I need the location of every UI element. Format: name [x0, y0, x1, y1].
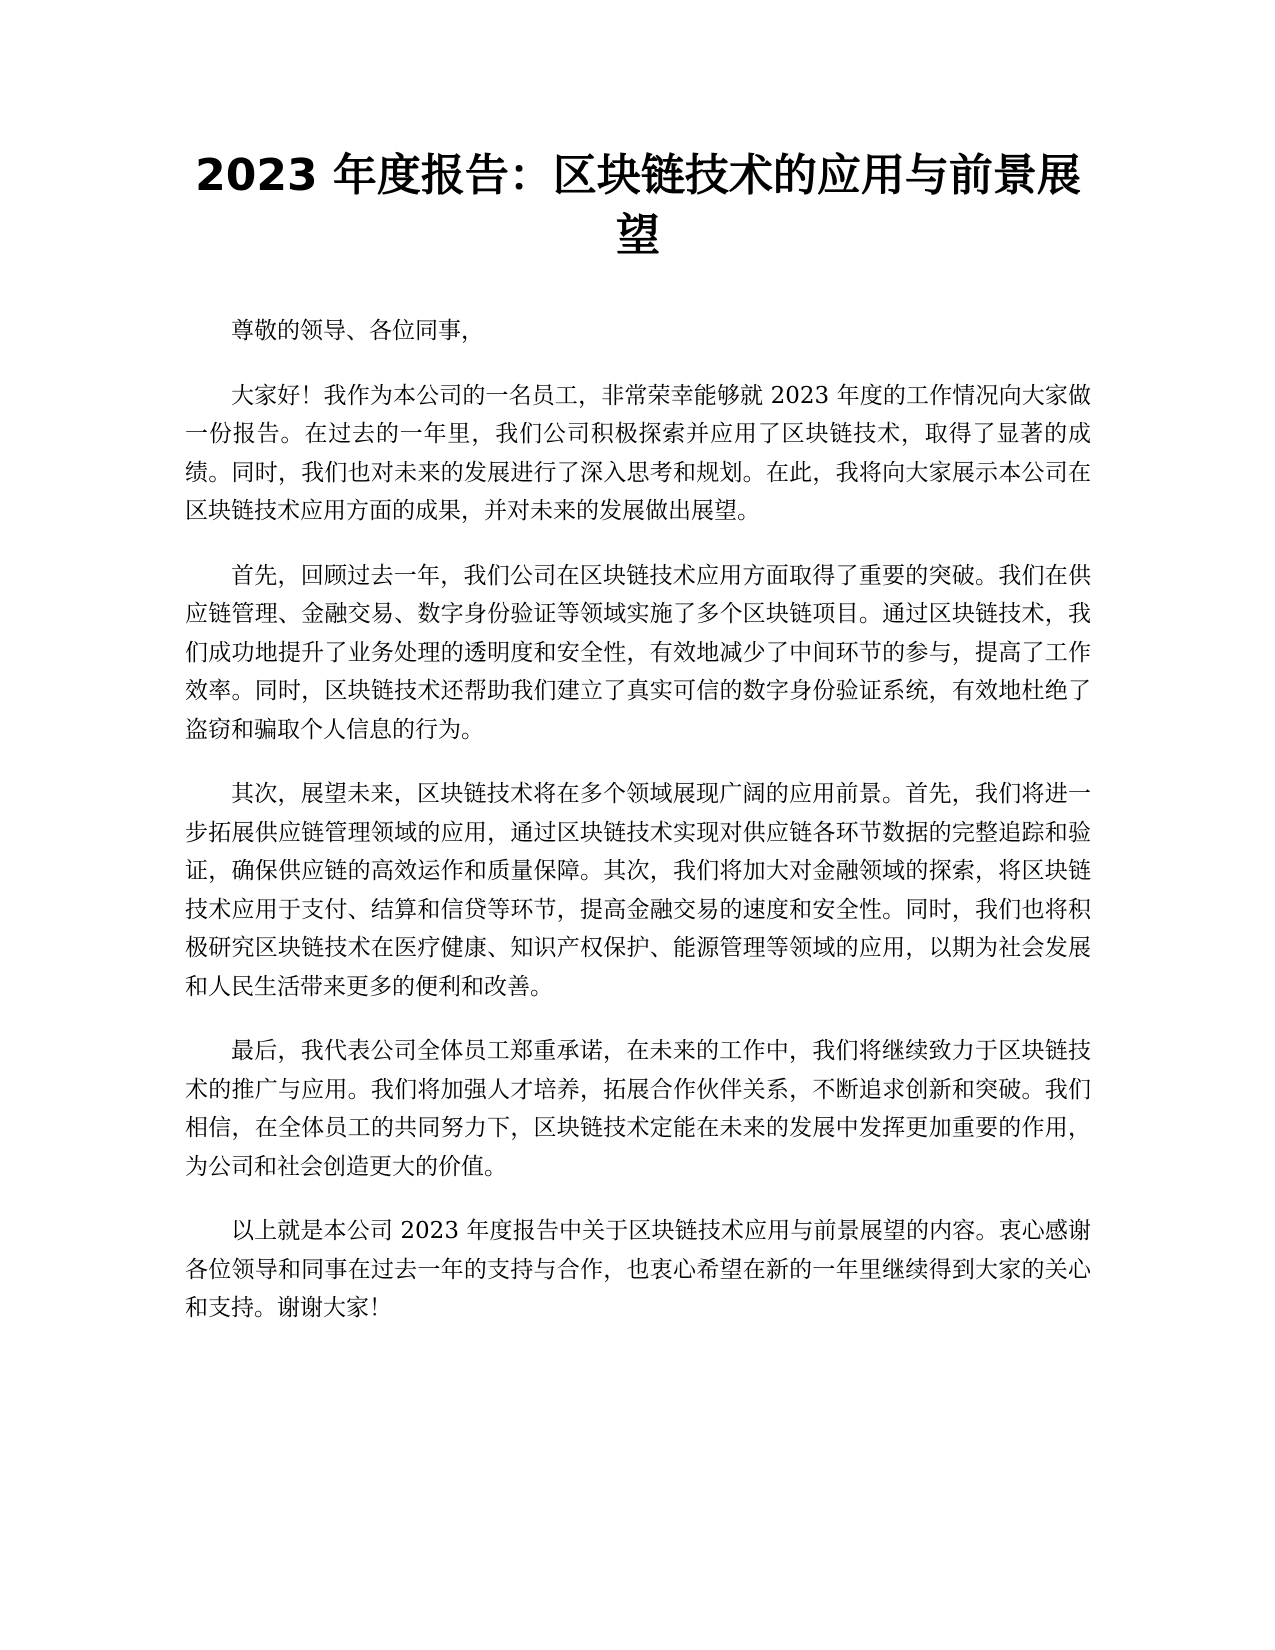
document-title: 2023 年度报告：区块链技术的应用与前景展望 [195, 150, 1081, 261]
intro-paragraph: 大家好！我作为本公司的一名员工，非常荣幸能够就 2023 年度的工作情况向大家做一份报告。在过去的一年里，我们公司积极探索并应用了区块链技术，取得了显著的成绩。同时，我们也对未来的发展进行了深入思考和规划。在此，我将向大家展示本公司在区块链技术应用方面的成果，并对未来的发展做出展望。 [185, 382, 1091, 524]
review-paragraph: 首先，回顾过去一年，我们公司在区块链技术应用方面取得了重要的突破。我们在供应链管理、金融交易、数字身份验证等领域实施了多个区块链项目。通过区块链技术，我们成功地提升了业务处理的透明度和安全性，有效地减少了中间环节的参与，提高了工作效率。同时，区块链技术还帮助我们建立了真实可信的数字身份验证系统，有效地杜绝了盗窃和骗取个人信息的行为。 [185, 562, 1091, 743]
outlook-paragraph: 其次，展望未来，区块链技术将在多个领域展现广阔的应用前景。首先，我们将进一步拓展供应链管理领域的应用，通过区块链技术实现对供应链各环节数据的完整追踪和验证，确保供应链的高效运作和质量保障。其次，我们将加大对金融领域的探索，将区块链技术应用于支付、结算和信贷等环节，提高金融交易的速度和安全性。同时，我们也将积极研究区块链技术在医疗健康、知识产权保护、能源管理等领域的应用，以期为社会发展和人民生活带来更多的便利和改善。 [185, 781, 1091, 1000]
commitment-paragraph: 最后，我代表公司全体员工郑重承诺，在未来的工作中，我们将继续致力于区块链技术的推广与应用。我们将加强人才培养，拓展合作伙伴关系，不断追求创新和突破。我们相信，在全体员工的共同努力下，区块链技术定能在未来的发展中发挥更加重要的作用，为公司和社会创造更大的价值。 [185, 1038, 1091, 1180]
document-body [185, 312, 1091, 1354]
salutation-paragraph: 尊敬的领导、各位同事， [231, 318, 484, 344]
closing-paragraph: 以上就是本公司 2023 年度报告中关于区块链技术应用与前景展望的内容。衷心感谢各位领导和同事在过去一年的支持与合作，也衷心希望在新的一年里继续得到大家的关心和支持。谢谢大家！ [185, 1218, 1091, 1321]
